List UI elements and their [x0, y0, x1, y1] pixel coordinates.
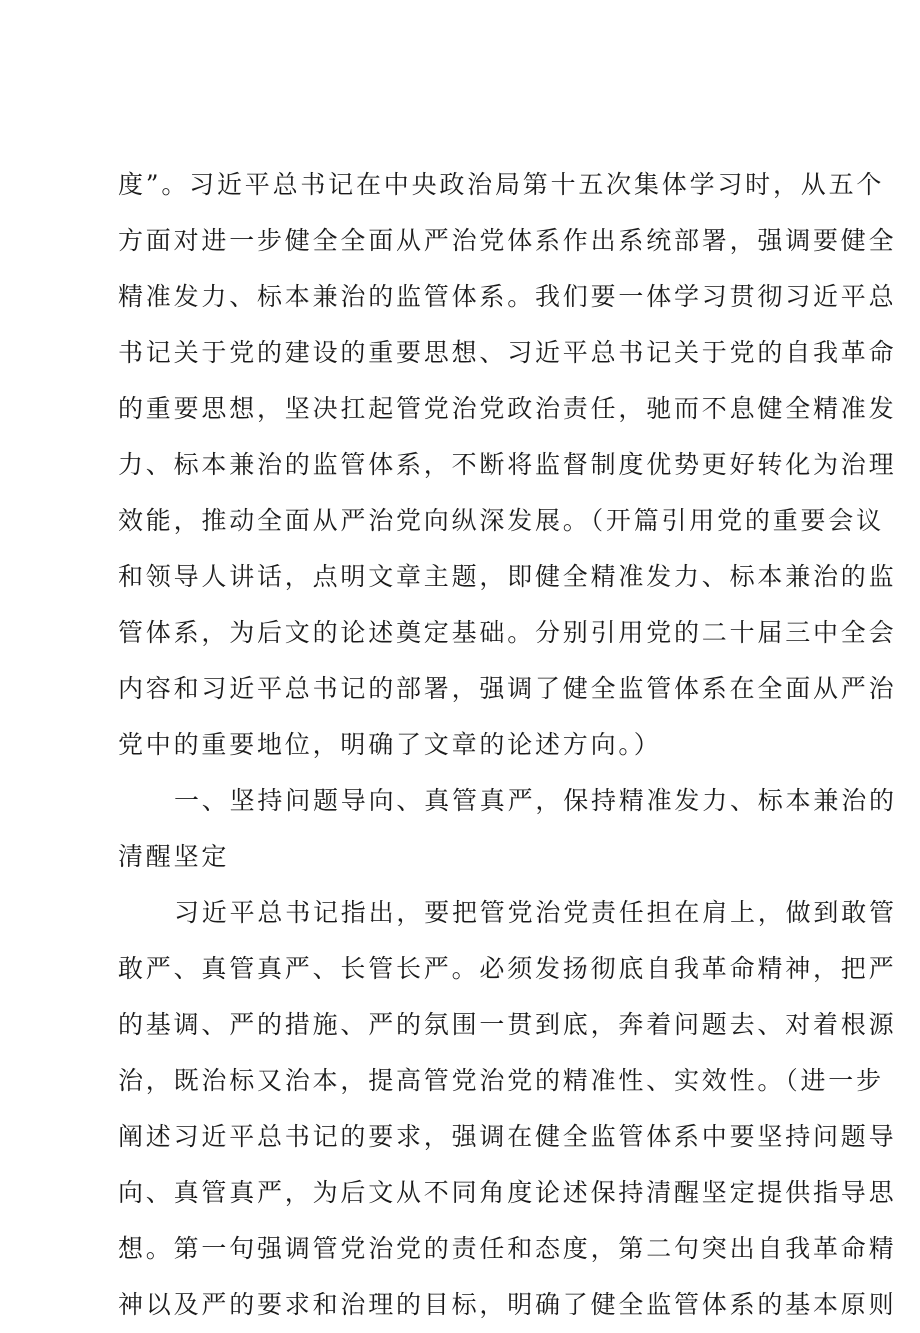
- document-body: [118, 157, 897, 1333]
- body-paragraph: [118, 885, 897, 1333]
- paragraph-line: 向、真管真严，为后文从不同角度论述保持清醒坚定提供指导思: [118, 1178, 897, 1207]
- paragraph-line: 的基调、严的措施、严的氛围一贯到底，奔着问题去、对着根源: [118, 1010, 897, 1039]
- section-heading: [118, 773, 897, 885]
- intro-paragraph: [118, 157, 897, 773]
- paragraph-line: 治，既治标又治本，提高管党治党的精准性、实效性。（进一步: [118, 1066, 884, 1095]
- paragraph-line: 精准发力、标本兼治的监管体系。我们要一体学习贯彻习近平总: [118, 282, 897, 311]
- paragraph-line: 管体系，为后文的论述奠定基础。分别引用党的二十届三中全会: [118, 618, 897, 647]
- paragraph-line: 方面对进一步健全全面从严治党体系作出系统部署，强调要健全: [118, 226, 897, 255]
- paragraph-line: 和领导人讲话，点明文章主题，即健全精准发力、标本兼治的监: [118, 562, 897, 591]
- paragraph-line: 力、标本兼治的监管体系，不断将监督制度优势更好转化为治理: [118, 450, 897, 479]
- heading-line: 一、坚持问题导向、真管真严，保持精准发力、标本兼治的: [174, 786, 897, 815]
- paragraph-line: 神以及严的要求和治理的目标，明确了健全监管体系的基本原则: [118, 1290, 897, 1319]
- paragraph-line: 敢严、真管真严、长管长严。必须发扬彻底自我革命精神，把严: [118, 954, 897, 983]
- heading-line: 清醒坚定: [118, 842, 230, 871]
- paragraph-line: 想。第一句强调管党治党的责任和态度，第二句突出自我革命精: [118, 1234, 897, 1263]
- paragraph-line: 度”。习近平总书记在中央政治局第十五次集体学习时，从五个: [118, 170, 885, 199]
- paragraph-line: 书记关于党的建设的重要思想、习近平总书记关于党的自我革命: [118, 338, 897, 367]
- paragraph-line: 效能，推动全面从严治党向纵深发展。（开篇引用党的重要会议: [118, 506, 884, 535]
- paragraph-line: 习近平总书记指出，要把管党治党责任担在肩上，做到敢管: [174, 898, 897, 927]
- paragraph-line: 内容和习近平总书记的部署，强调了健全监管体系在全面从严治: [118, 674, 897, 703]
- paragraph-line: 阐述习近平总书记的要求，强调在健全监管体系中要坚持问题导: [118, 1122, 897, 1151]
- paragraph-line: 党中的重要地位，明确了文章的论述方向。）: [118, 730, 662, 759]
- paragraph-line: 的重要思想，坚决扛起管党治党政治责任，驰而不息健全精准发: [118, 394, 897, 423]
